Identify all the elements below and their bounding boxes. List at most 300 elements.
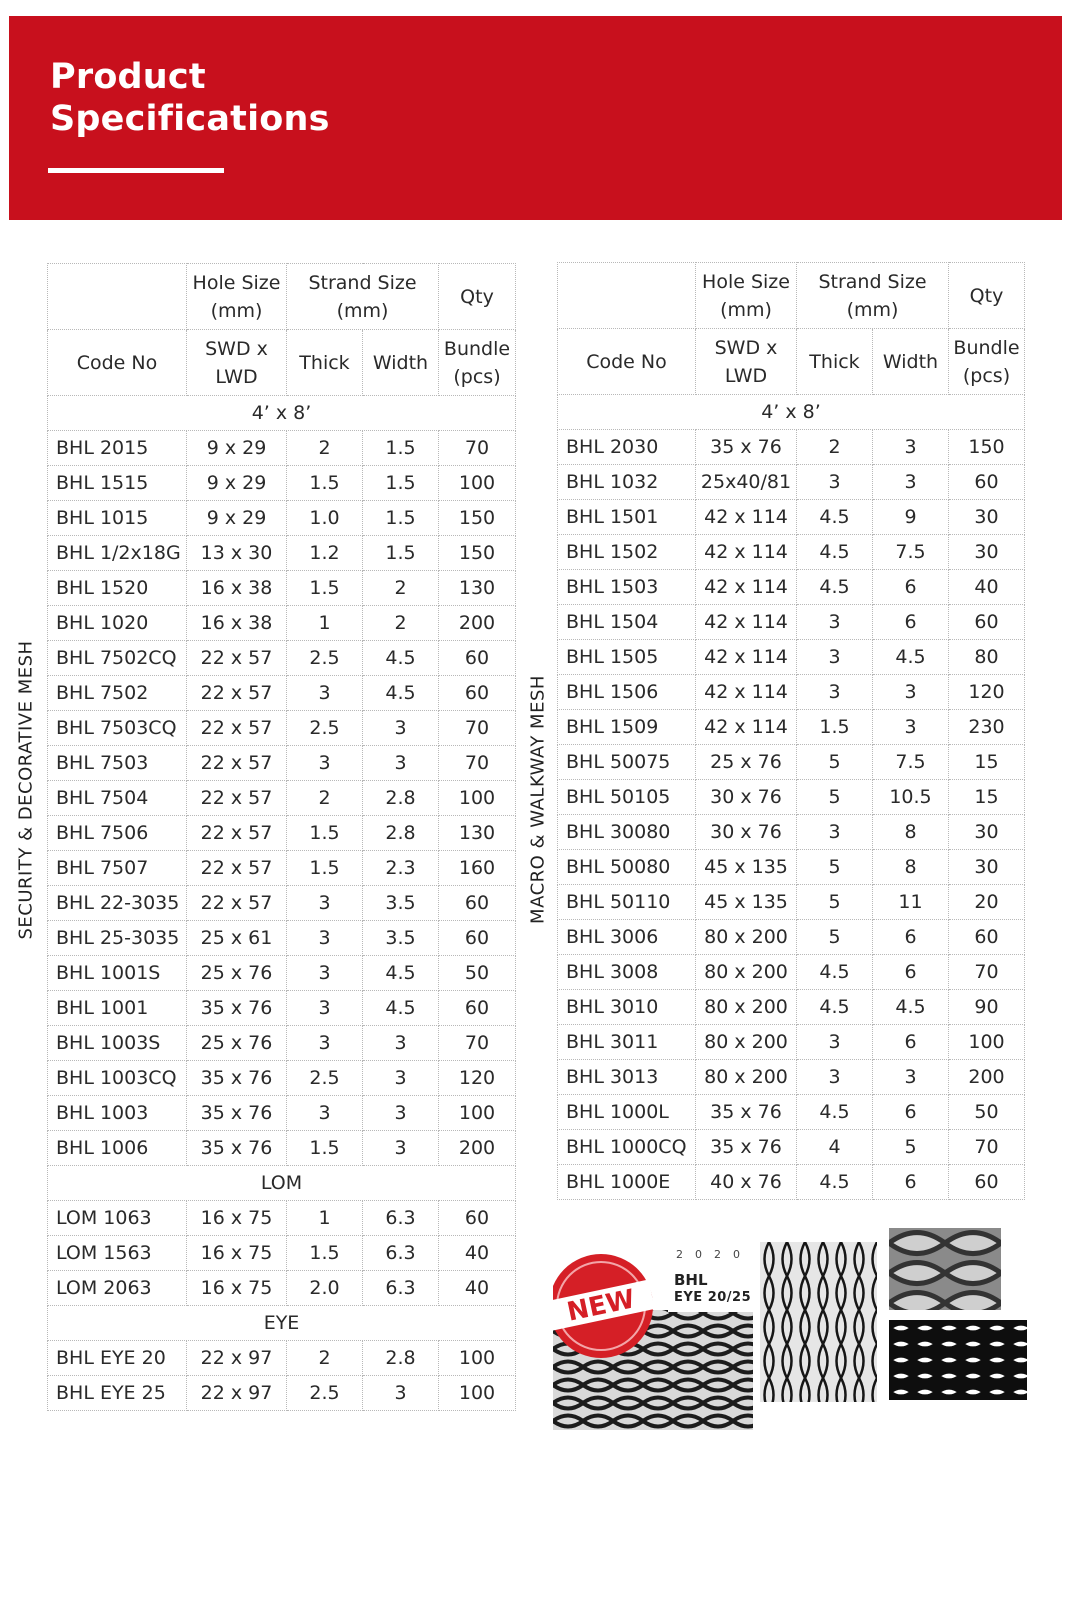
- bundle-cell: 100: [439, 781, 516, 816]
- code-cell: LOM 2063: [48, 1271, 187, 1306]
- hole-size-cell: 42 x 114: [696, 640, 797, 675]
- table-row: [558, 850, 1025, 885]
- table-row: [558, 1165, 1025, 1200]
- width-cell: 3: [873, 465, 949, 500]
- header-width: Width: [363, 330, 439, 396]
- new-badge-text: NEW: [564, 1284, 638, 1328]
- header-hole-size: Hole Size (mm): [696, 263, 797, 329]
- header-banner: [9, 16, 1062, 220]
- table-row: [558, 745, 1025, 780]
- code-cell: BHL 1003CQ: [48, 1061, 187, 1096]
- bundle-cell: 200: [439, 1131, 516, 1166]
- width-cell: 4.5: [873, 640, 949, 675]
- width-cell: 3.5: [363, 921, 439, 956]
- title-underline: [48, 168, 224, 173]
- table-row: [558, 640, 1025, 675]
- hole-size-cell: 22 x 57: [187, 781, 287, 816]
- bundle-cell: 60: [439, 886, 516, 921]
- bundle-cell: 70: [949, 1130, 1025, 1165]
- width-cell: 4.5: [363, 676, 439, 711]
- code-cell: BHL 1000E: [558, 1165, 696, 1200]
- header-qty: Qty: [439, 264, 516, 330]
- width-cell: 4.5: [363, 991, 439, 1026]
- table-row: [48, 781, 516, 816]
- table-row: [558, 990, 1025, 1025]
- width-cell: 5: [873, 1130, 949, 1165]
- hole-size-cell: 25x40/81: [696, 465, 797, 500]
- table-row: [48, 501, 516, 536]
- bundle-cell: 230: [949, 710, 1025, 745]
- table-row: [48, 1201, 516, 1236]
- code-cell: BHL 30080: [558, 815, 696, 850]
- thick-cell: 3: [797, 1060, 873, 1095]
- width-cell: 1.5: [363, 431, 439, 466]
- bundle-cell: 60: [439, 641, 516, 676]
- thick-cell: 3: [287, 676, 363, 711]
- table-row: [558, 885, 1025, 920]
- code-cell: BHL 7503CQ: [48, 711, 187, 746]
- mesh-photo-new: [553, 1250, 753, 1430]
- bundle-cell: 150: [439, 536, 516, 571]
- code-cell: BHL 1001S: [48, 956, 187, 991]
- thick-cell: 2.5: [287, 711, 363, 746]
- width-cell: 3: [873, 430, 949, 465]
- hole-size-cell: 80 x 200: [696, 1060, 797, 1095]
- group-row: [48, 396, 516, 431]
- table-row: [558, 675, 1025, 710]
- group-row: [48, 1166, 516, 1201]
- bundle-cell: 60: [949, 1165, 1025, 1200]
- header-strand-size: Strand Size (mm): [797, 263, 949, 329]
- bundle-cell: 15: [949, 780, 1025, 815]
- width-cell: 3: [873, 710, 949, 745]
- bundle-cell: 80: [949, 640, 1025, 675]
- product-photos: [553, 1250, 1053, 1430]
- bundle-cell: 30: [949, 815, 1025, 850]
- hole-size-cell: 25 x 76: [187, 1026, 287, 1061]
- bundle-cell: 60: [439, 991, 516, 1026]
- table-row: [48, 606, 516, 641]
- width-cell: 4.5: [363, 956, 439, 991]
- spec-table-security: [47, 263, 516, 1411]
- header-thick: Thick: [287, 330, 363, 396]
- width-cell: 3: [363, 1376, 439, 1411]
- width-cell: 4.5: [873, 990, 949, 1025]
- header-blank-cell: [48, 264, 187, 330]
- hole-size-cell: 35 x 76: [187, 1061, 287, 1096]
- width-cell: 4.5: [363, 641, 439, 676]
- width-cell: 3: [363, 1026, 439, 1061]
- header-qty: Qty: [949, 263, 1025, 329]
- bundle-cell: 50: [439, 956, 516, 991]
- code-cell: BHL 1506: [558, 675, 696, 710]
- bundle-cell: 100: [949, 1025, 1025, 1060]
- bundle-cell: 70: [439, 431, 516, 466]
- hole-size-cell: 42 x 114: [696, 500, 797, 535]
- hole-size-cell: 35 x 76: [187, 1131, 287, 1166]
- thick-cell: 1.2: [287, 536, 363, 571]
- thick-cell: 5: [797, 850, 873, 885]
- bundle-cell: 100: [439, 1096, 516, 1131]
- thick-cell: 3: [287, 991, 363, 1026]
- thick-cell: 4.5: [797, 500, 873, 535]
- width-cell: 3.5: [363, 886, 439, 921]
- thick-cell: 3: [797, 640, 873, 675]
- width-cell: 3: [363, 1131, 439, 1166]
- bundle-cell: 30: [949, 535, 1025, 570]
- thick-cell: 2: [287, 781, 363, 816]
- thick-cell: 5: [797, 920, 873, 955]
- code-cell: BHL 50105: [558, 780, 696, 815]
- table-row: [48, 1026, 516, 1061]
- code-cell: BHL 1032: [558, 465, 696, 500]
- table-row: [48, 641, 516, 676]
- mesh-photo-icon: [889, 1228, 1001, 1310]
- width-cell: 2.8: [363, 816, 439, 851]
- hole-size-cell: 22 x 97: [187, 1341, 287, 1376]
- thick-cell: 3: [797, 1025, 873, 1060]
- width-cell: 6: [873, 1095, 949, 1130]
- bundle-cell: 15: [949, 745, 1025, 780]
- width-cell: 3: [363, 1061, 439, 1096]
- group-row: [48, 1306, 516, 1341]
- code-cell: BHL 3010: [558, 990, 696, 1025]
- group-row: [558, 395, 1025, 430]
- code-cell: BHL 1503: [558, 570, 696, 605]
- width-cell: 6.3: [363, 1271, 439, 1306]
- hole-size-cell: 9 x 29: [187, 466, 287, 501]
- hole-size-cell: 22 x 57: [187, 711, 287, 746]
- code-cell: BHL 1020: [48, 606, 187, 641]
- code-cell: BHL 1505: [558, 640, 696, 675]
- table-row: [558, 815, 1025, 850]
- width-cell: 1.5: [363, 466, 439, 501]
- thick-cell: 1.5: [287, 1131, 363, 1166]
- table-row: [558, 570, 1025, 605]
- width-cell: 3: [363, 711, 439, 746]
- hole-size-cell: 45 x 135: [696, 885, 797, 920]
- side-label-macro: MACRO & WALKWAY MESH: [527, 675, 549, 924]
- table-row: [48, 1131, 516, 1166]
- promo-year: 2020: [676, 1250, 752, 1261]
- hole-size-cell: 45 x 135: [696, 850, 797, 885]
- code-cell: BHL 7503: [48, 746, 187, 781]
- code-cell: BHL EYE 20: [48, 1341, 187, 1376]
- bundle-cell: 130: [439, 816, 516, 851]
- mesh-photo-icon: [889, 1320, 1027, 1400]
- table-row: [558, 605, 1025, 640]
- table-row: [48, 536, 516, 571]
- header-hole-size: Hole Size (mm): [187, 264, 287, 330]
- header-bundle: Bundle (pcs): [439, 330, 516, 396]
- code-cell: BHL 7507: [48, 851, 187, 886]
- bundle-cell: 100: [439, 466, 516, 501]
- bundle-cell: 120: [949, 675, 1025, 710]
- code-cell: BHL 50110: [558, 885, 696, 920]
- thick-cell: 1: [287, 1201, 363, 1236]
- thick-cell: 4.5: [797, 535, 873, 570]
- width-cell: 9: [873, 500, 949, 535]
- hole-size-cell: 42 x 114: [696, 675, 797, 710]
- code-cell: LOM 1563: [48, 1236, 187, 1271]
- width-cell: 6: [873, 570, 949, 605]
- code-cell: BHL 1000CQ: [558, 1130, 696, 1165]
- width-cell: 2: [363, 571, 439, 606]
- width-cell: 3: [363, 1096, 439, 1131]
- table-row: [48, 1376, 516, 1411]
- thick-cell: 4.5: [797, 570, 873, 605]
- table-row: [48, 1271, 516, 1306]
- bundle-cell: 60: [439, 921, 516, 956]
- hole-size-cell: 9 x 29: [187, 431, 287, 466]
- code-cell: BHL 1/2x18G: [48, 536, 187, 571]
- thick-cell: 4: [797, 1130, 873, 1165]
- bundle-cell: 130: [439, 571, 516, 606]
- thick-cell: 3: [797, 465, 873, 500]
- table-row: [558, 1060, 1025, 1095]
- thick-cell: 5: [797, 885, 873, 920]
- width-cell: 11: [873, 885, 949, 920]
- table-row: [558, 535, 1025, 570]
- width-cell: 6.3: [363, 1201, 439, 1236]
- code-cell: BHL 1501: [558, 500, 696, 535]
- hole-size-cell: 22 x 57: [187, 641, 287, 676]
- bundle-cell: 60: [949, 605, 1025, 640]
- table-row: [48, 921, 516, 956]
- thick-cell: 4.5: [797, 1095, 873, 1130]
- header-thick: Thick: [797, 329, 873, 395]
- code-cell: BHL 1015: [48, 501, 187, 536]
- spec-table-macro: [557, 262, 1025, 1200]
- code-cell: BHL 7502CQ: [48, 641, 187, 676]
- thick-cell: 3: [287, 886, 363, 921]
- bundle-cell: 40: [439, 1271, 516, 1306]
- width-cell: 2.8: [363, 781, 439, 816]
- width-cell: 2: [363, 606, 439, 641]
- hole-size-cell: 80 x 200: [696, 1025, 797, 1060]
- mesh-photo-icon: [760, 1242, 877, 1402]
- bundle-cell: 20: [949, 885, 1025, 920]
- width-cell: 6: [873, 920, 949, 955]
- code-cell: BHL 1006: [48, 1131, 187, 1166]
- bundle-cell: 60: [949, 920, 1025, 955]
- header-row: [48, 264, 516, 330]
- mesh-photo-walkway: [889, 1228, 1001, 1310]
- thick-cell: 2.5: [287, 1376, 363, 1411]
- table-row: [558, 920, 1025, 955]
- header-row: [558, 329, 1025, 395]
- table-row: [558, 780, 1025, 815]
- thick-cell: 2.0: [287, 1271, 363, 1306]
- header-swd-lwd: SWD x LWD: [187, 330, 287, 396]
- table-row: [48, 816, 516, 851]
- code-cell: BHL 22-3035: [48, 886, 187, 921]
- code-cell: BHL 1509: [558, 710, 696, 745]
- width-cell: 6: [873, 1165, 949, 1200]
- code-cell: BHL 1520: [48, 571, 187, 606]
- thick-cell: 2: [797, 430, 873, 465]
- hole-size-cell: 22 x 57: [187, 816, 287, 851]
- table-row: [48, 431, 516, 466]
- hole-size-cell: 35 x 76: [187, 991, 287, 1026]
- bundle-cell: 60: [439, 676, 516, 711]
- table-row: [48, 991, 516, 1026]
- code-cell: BHL 1502: [558, 535, 696, 570]
- width-cell: 2.3: [363, 851, 439, 886]
- table-row: [558, 465, 1025, 500]
- hole-size-cell: 30 x 76: [696, 780, 797, 815]
- page-title-line2: Specifications: [50, 99, 330, 139]
- header-width: Width: [873, 329, 949, 395]
- code-cell: BHL 7502: [48, 676, 187, 711]
- code-cell: BHL 1504: [558, 605, 696, 640]
- bundle-cell: 40: [949, 570, 1025, 605]
- bundle-cell: 120: [439, 1061, 516, 1096]
- hole-size-cell: 80 x 200: [696, 920, 797, 955]
- width-cell: 1.5: [363, 536, 439, 571]
- hole-size-cell: 42 x 114: [696, 605, 797, 640]
- hole-size-cell: 42 x 114: [696, 710, 797, 745]
- table-row: [558, 430, 1025, 465]
- thick-cell: 5: [797, 745, 873, 780]
- thick-cell: 2: [287, 1341, 363, 1376]
- header-blank-cell: [558, 263, 696, 329]
- hole-size-cell: 16 x 75: [187, 1271, 287, 1306]
- hole-size-cell: 35 x 76: [696, 430, 797, 465]
- header-row: [558, 263, 1025, 329]
- code-cell: BHL 1000L: [558, 1095, 696, 1130]
- bundle-cell: 70: [439, 1026, 516, 1061]
- table-row: [48, 1096, 516, 1131]
- hole-size-cell: 25 x 76: [187, 956, 287, 991]
- bundle-cell: 40: [439, 1236, 516, 1271]
- width-cell: 3: [363, 746, 439, 781]
- hole-size-cell: 22 x 57: [187, 851, 287, 886]
- mesh-photo-diamond: [760, 1242, 877, 1402]
- thick-cell: 4.5: [797, 990, 873, 1025]
- code-cell: BHL 2015: [48, 431, 187, 466]
- width-cell: 6: [873, 605, 949, 640]
- hole-size-cell: 16 x 38: [187, 571, 287, 606]
- hole-size-cell: 35 x 76: [187, 1096, 287, 1131]
- side-label-security: SECURITY & DECORATIVE MESH: [15, 640, 37, 940]
- group-title: EYE: [48, 1306, 516, 1341]
- bundle-cell: 100: [439, 1341, 516, 1376]
- width-cell: 8: [873, 815, 949, 850]
- width-cell: 6.3: [363, 1236, 439, 1271]
- table-row: [48, 1061, 516, 1096]
- table-row: [48, 746, 516, 781]
- bundle-cell: 200: [439, 606, 516, 641]
- hole-size-cell: 30 x 76: [696, 815, 797, 850]
- hole-size-cell: 22 x 57: [187, 676, 287, 711]
- hole-size-cell: 9 x 29: [187, 501, 287, 536]
- code-cell: BHL 7504: [48, 781, 187, 816]
- hole-size-cell: 22 x 57: [187, 746, 287, 781]
- code-cell: BHL 3011: [558, 1025, 696, 1060]
- table-row: [48, 571, 516, 606]
- thick-cell: 3: [287, 1096, 363, 1131]
- width-cell: 6: [873, 1025, 949, 1060]
- thick-cell: 1.5: [287, 571, 363, 606]
- code-cell: BHL 1515: [48, 466, 187, 501]
- width-cell: 3: [873, 1060, 949, 1095]
- hole-size-cell: 16 x 38: [187, 606, 287, 641]
- bundle-cell: 160: [439, 851, 516, 886]
- hole-size-cell: 40 x 76: [696, 1165, 797, 1200]
- header-code-no: Code No: [48, 330, 187, 396]
- header-row: [48, 330, 516, 396]
- table-row: [48, 886, 516, 921]
- thick-cell: 2.5: [287, 1061, 363, 1096]
- bundle-cell: 150: [439, 501, 516, 536]
- width-cell: 6: [873, 955, 949, 990]
- thick-cell: 4.5: [797, 955, 873, 990]
- code-cell: BHL 1003: [48, 1096, 187, 1131]
- bundle-cell: 70: [439, 746, 516, 781]
- width-cell: 7.5: [873, 535, 949, 570]
- thick-cell: 3: [287, 746, 363, 781]
- bundle-cell: 150: [949, 430, 1025, 465]
- hole-size-cell: 80 x 200: [696, 990, 797, 1025]
- code-cell: BHL 50075: [558, 745, 696, 780]
- thick-cell: 3: [797, 675, 873, 710]
- code-cell: BHL 3013: [558, 1060, 696, 1095]
- promo-brand: BHL: [674, 1271, 708, 1289]
- width-cell: 3: [873, 675, 949, 710]
- bundle-cell: 70: [949, 955, 1025, 990]
- group-title: 4’ x 8’: [48, 396, 516, 431]
- header-code-no: Code No: [558, 329, 696, 395]
- bundle-cell: 70: [439, 711, 516, 746]
- bundle-cell: 60: [439, 1201, 516, 1236]
- header-strand-size: Strand Size (mm): [287, 264, 439, 330]
- table-row: [48, 1341, 516, 1376]
- hole-size-cell: 42 x 114: [696, 535, 797, 570]
- code-cell: BHL 1001: [48, 991, 187, 1026]
- thick-cell: 2.5: [287, 641, 363, 676]
- thick-cell: 1.5: [287, 466, 363, 501]
- code-cell: BHL 7506: [48, 816, 187, 851]
- table-row: [558, 1025, 1025, 1060]
- code-cell: BHL EYE 25: [48, 1376, 187, 1411]
- mesh-photo-black: [889, 1320, 1027, 1400]
- hole-size-cell: 16 x 75: [187, 1201, 287, 1236]
- table-row: [48, 956, 516, 991]
- hole-size-cell: 80 x 200: [696, 955, 797, 990]
- width-cell: 10.5: [873, 780, 949, 815]
- thick-cell: 3: [797, 815, 873, 850]
- hole-size-cell: 25 x 76: [696, 745, 797, 780]
- page-title-line1: Product: [50, 57, 206, 97]
- table-row: [558, 500, 1025, 535]
- thick-cell: 3: [797, 605, 873, 640]
- hole-size-cell: 42 x 114: [696, 570, 797, 605]
- group-title: 4’ x 8’: [558, 395, 1025, 430]
- table-row: [48, 1236, 516, 1271]
- thick-cell: 2: [287, 431, 363, 466]
- hole-size-cell: 13 x 30: [187, 536, 287, 571]
- table-row: [48, 676, 516, 711]
- bundle-cell: 100: [439, 1376, 516, 1411]
- bundle-cell: 30: [949, 500, 1025, 535]
- table-row: [558, 955, 1025, 990]
- hole-size-cell: 22 x 57: [187, 886, 287, 921]
- hole-size-cell: 22 x 97: [187, 1376, 287, 1411]
- thick-cell: 1.5: [797, 710, 873, 745]
- code-cell: LOM 1063: [48, 1201, 187, 1236]
- hole-size-cell: 35 x 76: [696, 1095, 797, 1130]
